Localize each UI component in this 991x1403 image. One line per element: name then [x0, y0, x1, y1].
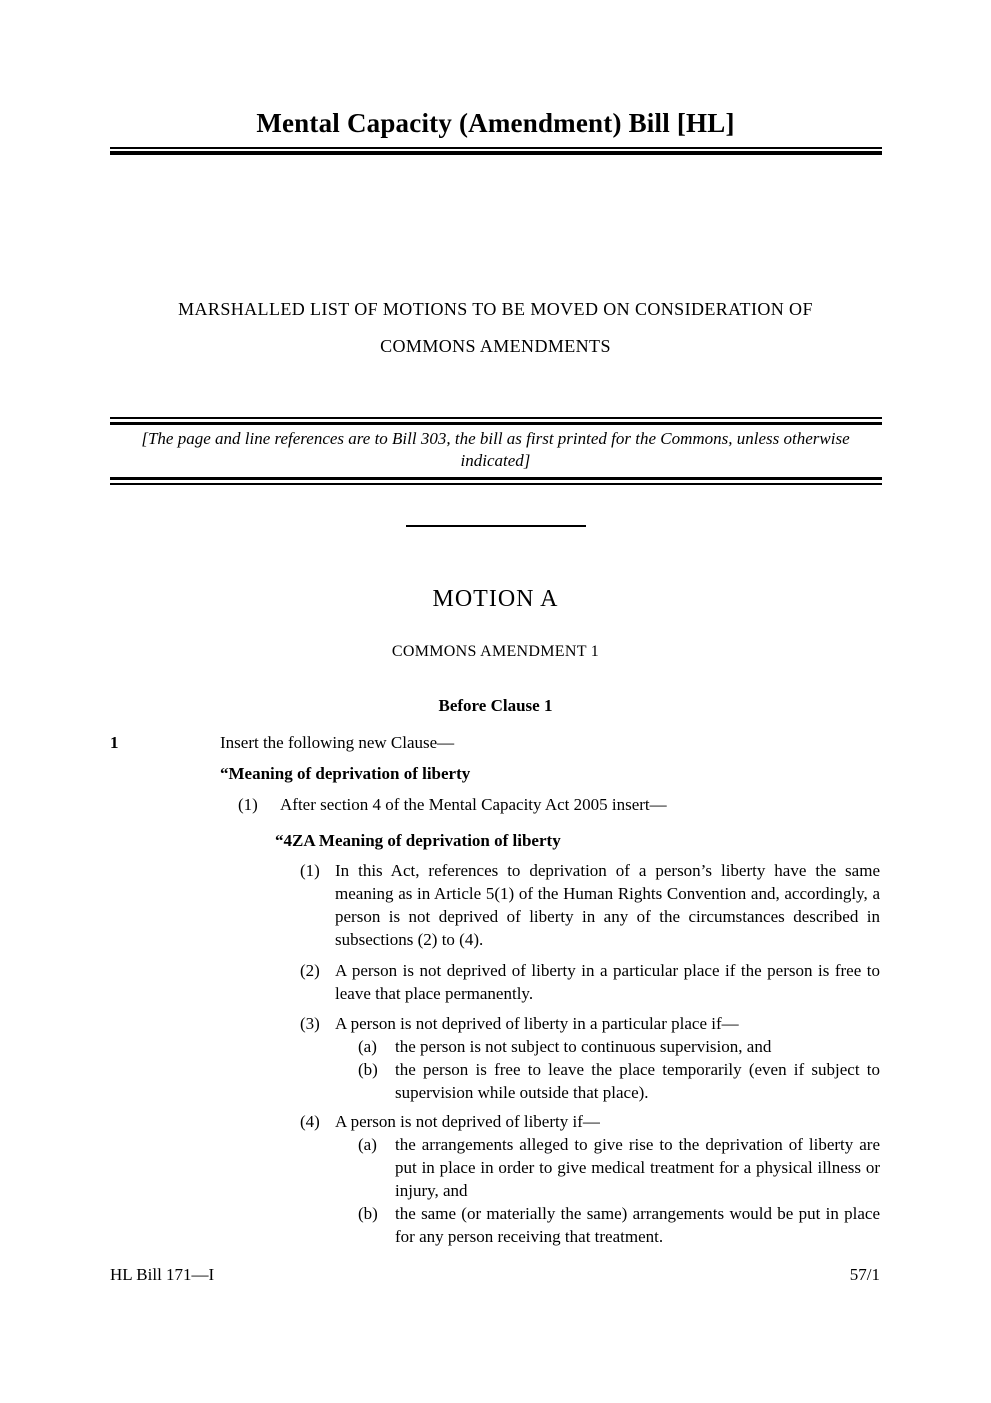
- title-double-rule: [110, 147, 882, 155]
- before-clause-heading: Before Clause 1: [438, 696, 553, 715]
- provision-1-marker: (1): [300, 861, 320, 880]
- provision-3-subitem-b-text: the person is free to leave the place temporarily (even if subject to supervision while outside that place).: [395, 1060, 880, 1102]
- provision-3-subitem-a-text: the person is not subject to continuous supervision, and: [395, 1037, 772, 1056]
- footer-page-reference: 57/1: [849, 1265, 880, 1284]
- page-footer: [110, 1264, 880, 1285]
- amendment-body: [110, 731, 880, 1248]
- provision-3-marker: (3): [300, 1014, 320, 1033]
- amendment-subsection: [110, 793, 880, 816]
- footer-bill-number: HL Bill 171—I: [110, 1265, 215, 1284]
- amendment-row: [110, 731, 880, 754]
- reference-note-text: [The page and line references are to Bill 303, the bill as first printed for the Commons, unless otherwise indicated]: [141, 429, 850, 470]
- reference-note-box: [110, 417, 882, 485]
- provision-3-subitem-b-marker: (b): [358, 1060, 378, 1079]
- provision-4-subitem-a-text: the arrangements alleged to give rise to the deprivation of liberty are put in place in order to give medical treatment for a physical illness or injury, and: [395, 1135, 880, 1200]
- provision-1: [110, 859, 880, 951]
- amendment-subsection-text: After section 4 of the Mental Capacity Act 2005 insert—: [280, 795, 667, 814]
- marshalled-heading-line-2: COMMONS AMENDMENTS: [380, 336, 611, 356]
- provision-2: [110, 959, 880, 1005]
- provision-3-subitem-b: [110, 1058, 880, 1104]
- amendment-instruction: Insert the following new Clause—: [220, 733, 455, 752]
- commons-amendment-heading: COMMONS AMENDMENT 1: [391, 643, 600, 660]
- provision-1-text: In this Act, references to deprivation of a person’s liberty have the same meaning as in Article 5(1) of the Human Rights Convention and, accordingly, a person is not deprived of liberty in any of the circumstances described in subsections (2) to (4).: [335, 861, 880, 949]
- provision-4-subitem-a-marker: (a): [358, 1135, 377, 1154]
- section-divider-rule: [406, 525, 586, 527]
- inserted-section-heading: “4ZA Meaning of deprivation of liberty: [275, 831, 561, 850]
- amendment-subsection-marker: (1): [238, 795, 258, 814]
- provision-2-marker: (2): [300, 961, 320, 980]
- note-bottom-double-rule: [110, 477, 882, 485]
- new-clause-title: “Meaning of deprivation of liberty: [220, 764, 471, 783]
- amendment-number: 1: [110, 733, 119, 752]
- note-top-double-rule: [110, 417, 882, 425]
- provision-3-subitem-a-marker: (a): [358, 1037, 377, 1056]
- provision-3-text: A person is not deprived of liberty in a particular place if—: [335, 1014, 739, 1033]
- provision-4-subitem-b-text: the same (or materially the same) arrangements would be put in place for any person receiving that treatment.: [395, 1204, 880, 1246]
- provision-4-subitem-b-marker: (b): [358, 1204, 378, 1223]
- provision-2-text: A person is not deprived of liberty in a particular place if the person is free to leave that place permanently.: [335, 961, 880, 1003]
- provision-4-subitem-a: [110, 1133, 880, 1202]
- marshalled-list-heading: [0, 291, 991, 365]
- provision-4-marker: (4): [300, 1112, 320, 1131]
- provision-4: [110, 1110, 880, 1133]
- provision-4-subitem-b: [110, 1202, 880, 1248]
- provision-3-subitem-a: [110, 1035, 880, 1058]
- marshalled-heading-line-1: MARSHALLED LIST OF MOTIONS TO BE MOVED ON CONSIDERATION OF: [178, 299, 813, 319]
- motion-a-title: MOTION A: [432, 586, 559, 612]
- bill-title: Mental Capacity (Amendment) Bill [HL]: [256, 108, 735, 138]
- provision-3: [110, 1012, 880, 1035]
- provision-4-text: A person is not deprived of liberty if—: [335, 1112, 600, 1131]
